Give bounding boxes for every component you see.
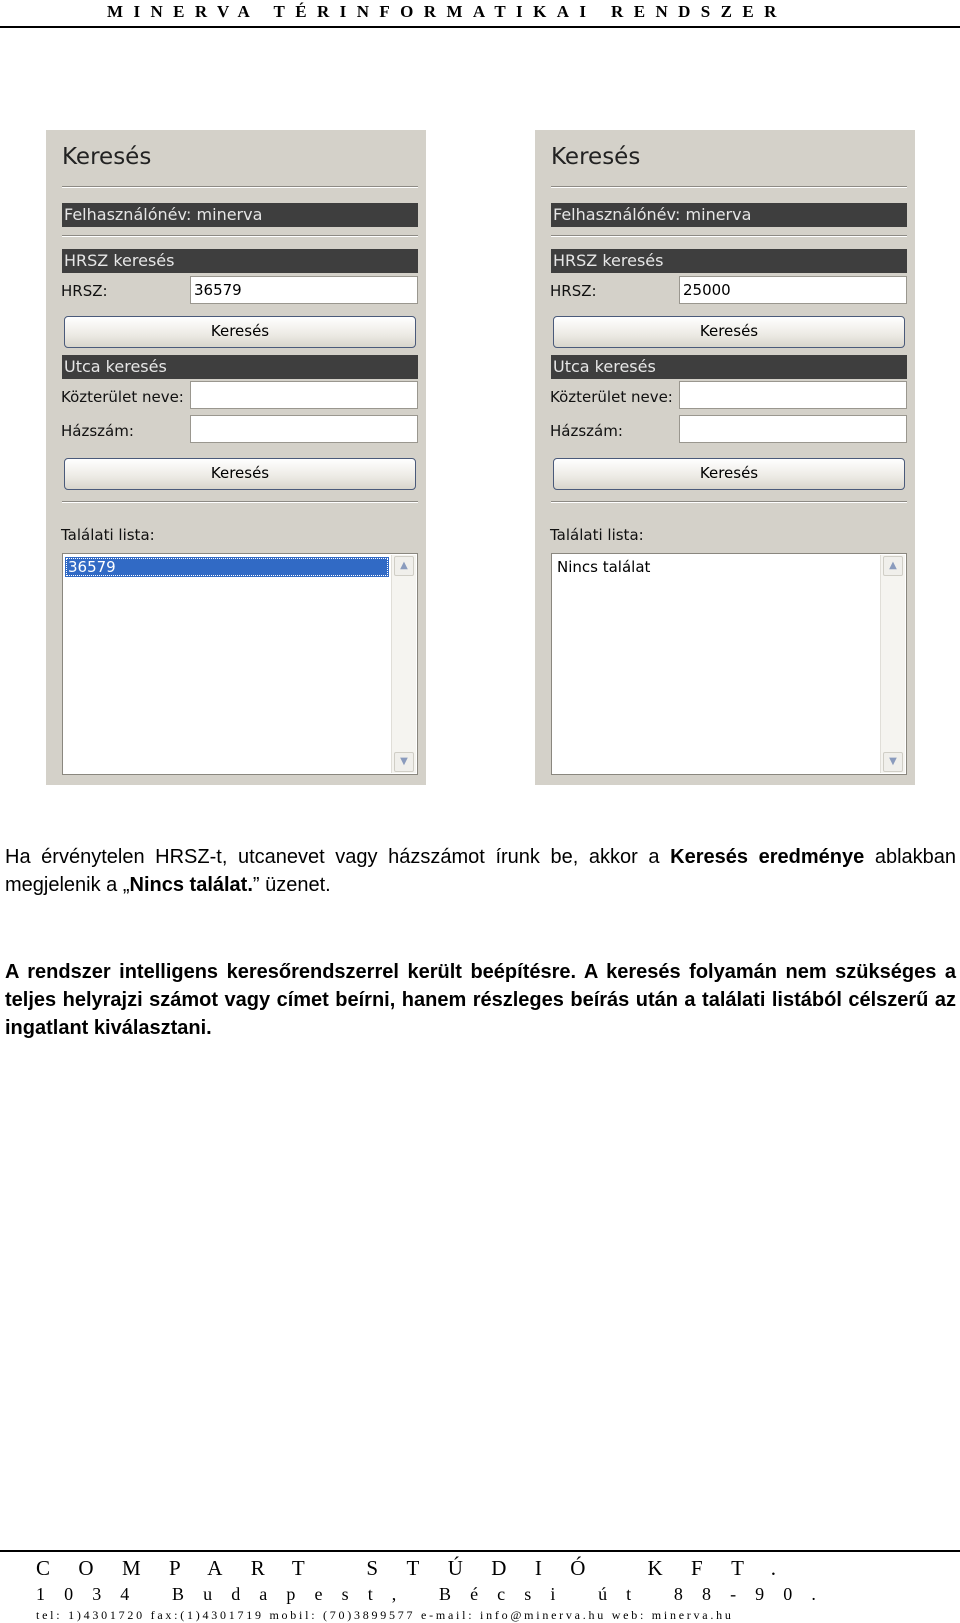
footer-address: 1034 Budapest, Bécsi út 88-90. xyxy=(36,1584,835,1604)
results-list[interactable] xyxy=(62,553,418,775)
results-list[interactable] xyxy=(551,553,907,775)
hrsz-label: HRSZ: xyxy=(61,282,108,300)
search-panel-right xyxy=(535,130,915,785)
username-bar: Felhasználónév: minerva xyxy=(62,203,418,227)
divider xyxy=(551,501,907,503)
search-panel-left xyxy=(46,130,426,785)
street-label: Közterület neve: xyxy=(61,388,184,406)
paragraph-intelligent-search: A rendszer intelligens keresőrendszerrel került beépítésre. A keresés folyamán nem szükséges a teljes helyrajzi számot vagy címet beírni, hanem részleges beírás után a találati listából célszerű az ingatlant kiválasztani. xyxy=(5,961,956,1039)
footer-company: COMPART STÚDIÓ KFT. xyxy=(36,1556,805,1580)
divider xyxy=(62,501,418,503)
username-bar: Felhasználónév: minerva xyxy=(551,203,907,227)
house-number-input[interactable] xyxy=(679,415,907,443)
chevron-down-icon[interactable]: ▼ xyxy=(883,752,903,772)
street-section-header: Utca keresés xyxy=(551,355,907,379)
house-number-label: Házszám: xyxy=(550,422,623,440)
text: Ha érvénytelen HRSZ-t, utcanevet vagy házszámot írunk be, akkor a xyxy=(5,846,671,868)
list-item[interactable]: 36579 xyxy=(65,557,389,577)
hrsz-section-header: HRSZ keresés xyxy=(62,249,418,273)
hrsz-input[interactable]: 36579 xyxy=(190,276,418,304)
hrsz-section-header: HRSZ keresés xyxy=(551,249,907,273)
panel-title: Keresés xyxy=(551,144,641,170)
bold-text: Nincs találat. xyxy=(129,874,253,896)
street-search-button[interactable]: Keresés xyxy=(553,458,905,490)
page-header xyxy=(0,0,960,28)
hrsz-input[interactable]: 25000 xyxy=(679,276,907,304)
hrsz-search-button[interactable]: Keresés xyxy=(553,316,905,348)
street-search-button[interactable]: Keresés xyxy=(64,458,416,490)
panel-title: Keresés xyxy=(62,144,152,170)
divider xyxy=(62,186,418,188)
street-section-header: Utca keresés xyxy=(62,355,418,379)
paragraph-invalid-input xyxy=(5,843,956,899)
divider xyxy=(62,235,418,237)
divider xyxy=(551,235,907,237)
results-label: Találati lista: xyxy=(550,526,644,544)
page-footer xyxy=(0,1550,960,1622)
list-item: Nincs találat xyxy=(557,558,651,576)
hrsz-label: HRSZ: xyxy=(550,282,597,300)
chevron-down-icon[interactable]: ▼ xyxy=(394,752,414,772)
text: ablakban megjelenik a „ xyxy=(5,846,956,896)
chevron-up-icon[interactable]: ▲ xyxy=(883,556,903,576)
footer-contacts: tel: 1)4301720 fax:(1)4301719 mobil: (70)3899577 e-mail: info@minerva.hu web: minerva.hu xyxy=(36,1608,734,1622)
scrollbar[interactable] xyxy=(391,555,416,773)
divider xyxy=(551,186,907,188)
scrollbar[interactable] xyxy=(880,555,905,773)
header-title: MINERVA TÉRINFORMATIKAI RENDSZER xyxy=(107,2,787,21)
street-input[interactable] xyxy=(190,381,418,409)
street-label: Közterület neve: xyxy=(550,388,673,406)
hrsz-search-button[interactable]: Keresés xyxy=(64,316,416,348)
house-number-input[interactable] xyxy=(190,415,418,443)
text: ” üzenet. xyxy=(252,874,331,896)
chevron-up-icon[interactable]: ▲ xyxy=(394,556,414,576)
bold-text: Keresés eredménye xyxy=(670,846,865,868)
street-input[interactable] xyxy=(679,381,907,409)
house-number-label: Házszám: xyxy=(61,422,134,440)
results-label: Találati lista: xyxy=(61,526,155,544)
